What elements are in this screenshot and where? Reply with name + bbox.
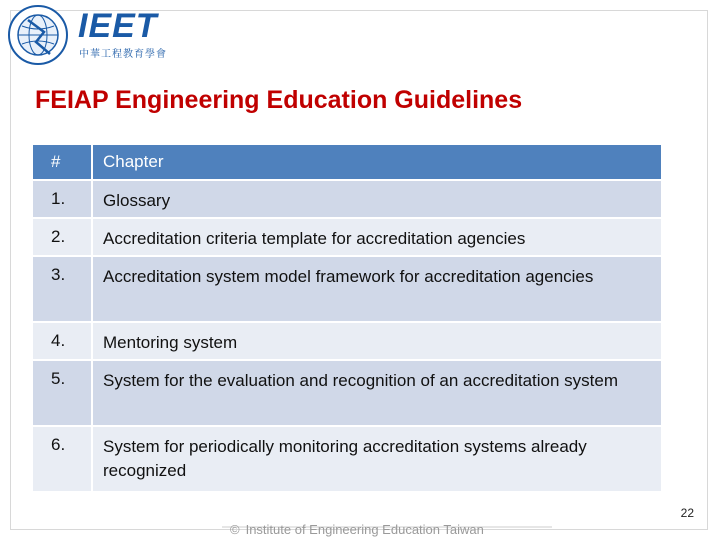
table-row (33, 323, 663, 361)
row-number: 6. (33, 427, 93, 493)
table-row (33, 181, 663, 219)
ieet-wordmark: IEET (78, 7, 158, 45)
column-header-chapter: Chapter (93, 145, 663, 181)
footer (230, 522, 484, 537)
row-chapter: System for periodically monitoring accreditation systems already recognized (93, 427, 663, 493)
row-number: 4. (33, 323, 93, 361)
table-header-row (33, 145, 663, 181)
ieet-chinese-subtitle: 中華工程教育學會 (79, 49, 167, 60)
page-number: 22 (680, 506, 694, 520)
row-number: 1. (33, 181, 93, 219)
row-chapter: Mentoring system (93, 323, 663, 361)
row-chapter: Glossary (93, 181, 663, 219)
table-row (33, 257, 663, 323)
footer-text: Institute of Engineering Education Taiwan (245, 522, 484, 537)
column-header-number: # (33, 145, 93, 181)
globe-logo-icon (6, 2, 70, 68)
table-row (33, 219, 663, 257)
row-number: 5. (33, 361, 93, 427)
table-row (33, 361, 663, 427)
row-number: 2. (33, 219, 93, 257)
chapters-table (33, 145, 663, 493)
row-chapter: System for the evaluation and recognition of an accreditation system (93, 361, 663, 427)
row-chapter: Accreditation criteria template for accreditation agencies (93, 219, 663, 257)
slide-title: FEIAP Engineering Education Guidelines (35, 86, 523, 114)
ieet-logo (6, 2, 176, 72)
copyright-icon: © (230, 522, 240, 537)
row-number: 3. (33, 257, 93, 323)
table-row (33, 427, 663, 493)
row-chapter: Accreditation system model framework for accreditation agencies (93, 257, 663, 323)
